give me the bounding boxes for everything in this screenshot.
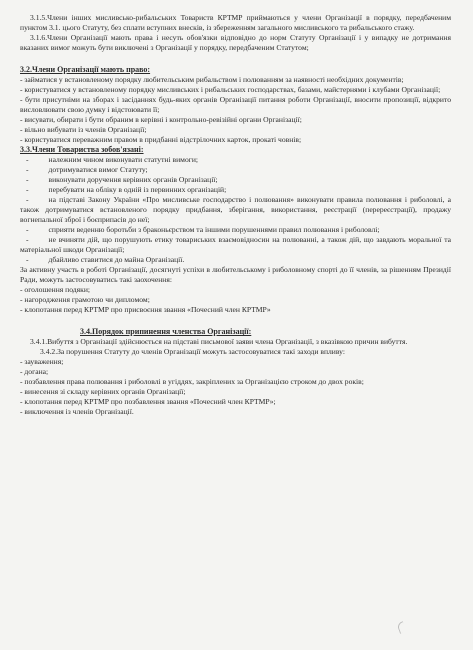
duties-list [20,155,451,265]
list-item: - користуватися у встановленому порядку мисливських і рибальських господарствах, базами, майстернями і клубами Організації; [20,85,441,94]
list-item: - зауваження; [20,357,64,366]
rights-list [20,75,451,145]
list-dash: - [26,235,29,244]
list-item: - клопотання перед КРТМР про позбавлення звання «Почесний член КРТМР»; [20,397,276,406]
list-item: - дотримуватися вимог Статуту; [20,165,451,175]
list-item: - позбавлення права полювання і риболовлі в угіддях, закріплених за Організацією строком до двох років; [20,377,364,386]
list-dash: - [26,225,29,234]
list-item: - на підставі Закону України «Про мисливське господарство і полювання» виконувати правила полювання і риболовлі, а також дотримуватися встановленого порядку придбання, зберігання, використання, реєстрації (перереєстрації), продажу вогнепальної зброї і боєприпасів до неї; [20,195,451,224]
list-item: - виконувати доручення керівних органів Організації; [20,175,451,185]
list-item: - сприяти веденню боротьби з браконьєрством та іншими порушеннями правил полювання і риболовлі; [20,225,451,235]
list-item: - нагородження грамотою чи дипломом; [20,295,150,304]
list-item: - виключення із членів Організації. [20,407,134,416]
list-item: - перебувати на обліку в одній із первинних організацій; [20,185,451,195]
list-item: - займатися у встановленому порядку любительським рибальством і полюванням за наявності необхідних документів; [20,75,404,84]
section-termination-title: 3.4.Порядок припинення членства Організації: [80,327,252,336]
list-item: - клопотання перед КРТМР про присвоєння звання «Почесний член КРТМР» [20,305,271,314]
list-item: - вільно вибувати із членів Організації; [20,125,147,134]
rewards-list [20,285,451,315]
list-item: - висувати, обирати і бути обраним в керівні і контрольно-ревізійні органи Організації; [20,115,302,124]
rewards-paragraph: За активну участь в роботі Організації, досягнуті успіхи в любительському і риболовному спорті до її членів, за рішенням Президії Ради, можуть застосовуватись такі заохочення: [20,265,451,284]
section-rights-title: 3.2.Члени Організації мають право: [20,65,151,74]
list-dash: - [26,165,29,174]
penalties-list [20,357,451,417]
list-item: - належним чином виконувати статутні вимоги; [20,155,451,165]
list-item: - бути присутніми на зборах і засіданнях будь-яких органів Організації питання роботи Організації, вносити пропозиції, відкрито висловлювати свою думку і відстоювати її; [20,95,451,114]
list-item: - догана; [20,367,49,376]
pen-mark [396,621,406,634]
clause-3-4-2: 3.4.2.За порушення Статуту до членів Організації можуть застосовуватися такі заходи впливу: [40,347,345,356]
section-duties-title: 3.3.Члени Товариства зобов'язані: [20,145,144,154]
list-item: - дбайливо ставитися до майна Організації. [20,255,451,265]
list-item: - не вчиняти дій, що порушують етику товариських взаємовідносин на полюванні, а також дій, що завдають моральної та матеріальної шкоди Організації; [20,235,451,254]
list-dash: - [26,175,29,184]
list-dash: - [26,255,29,264]
clause-3-4-1: 3.4.1.Вибуття з Організації здійснюється на підставі письмової заяви члена Організації, з вказівкою причин вибуття. [30,337,408,346]
clause-3-1-6: 3.1.6.Члени Організації мають права і несуть обов'язки відповідно до норм Статуту Організації і у випадку не дотримання вказаних вимог можуть бути виключені з Організації у порядку, передбаченим Статутом; [20,33,451,52]
list-dash: - [26,185,29,194]
list-dash: - [26,155,29,164]
clause-3-1-5: 3.1.5.Члени інших мисливсько-рибальських Товариств КРТМР приймаються у члени Організації в порядку, передбаченим пунктом 3.1. цього Статуту, без сплати вступних внесків, із збереженням загального мисливського та рибальського стажу. [20,13,451,32]
list-item: - користуватися переважним правом в придбанні відстрілочних карток, прокаті човнів; [20,135,302,144]
list-dash: - [26,195,29,204]
list-item: - винесення зі складу керівних органів Організації; [20,387,186,396]
list-item: - оголошення подяки; [20,285,91,294]
